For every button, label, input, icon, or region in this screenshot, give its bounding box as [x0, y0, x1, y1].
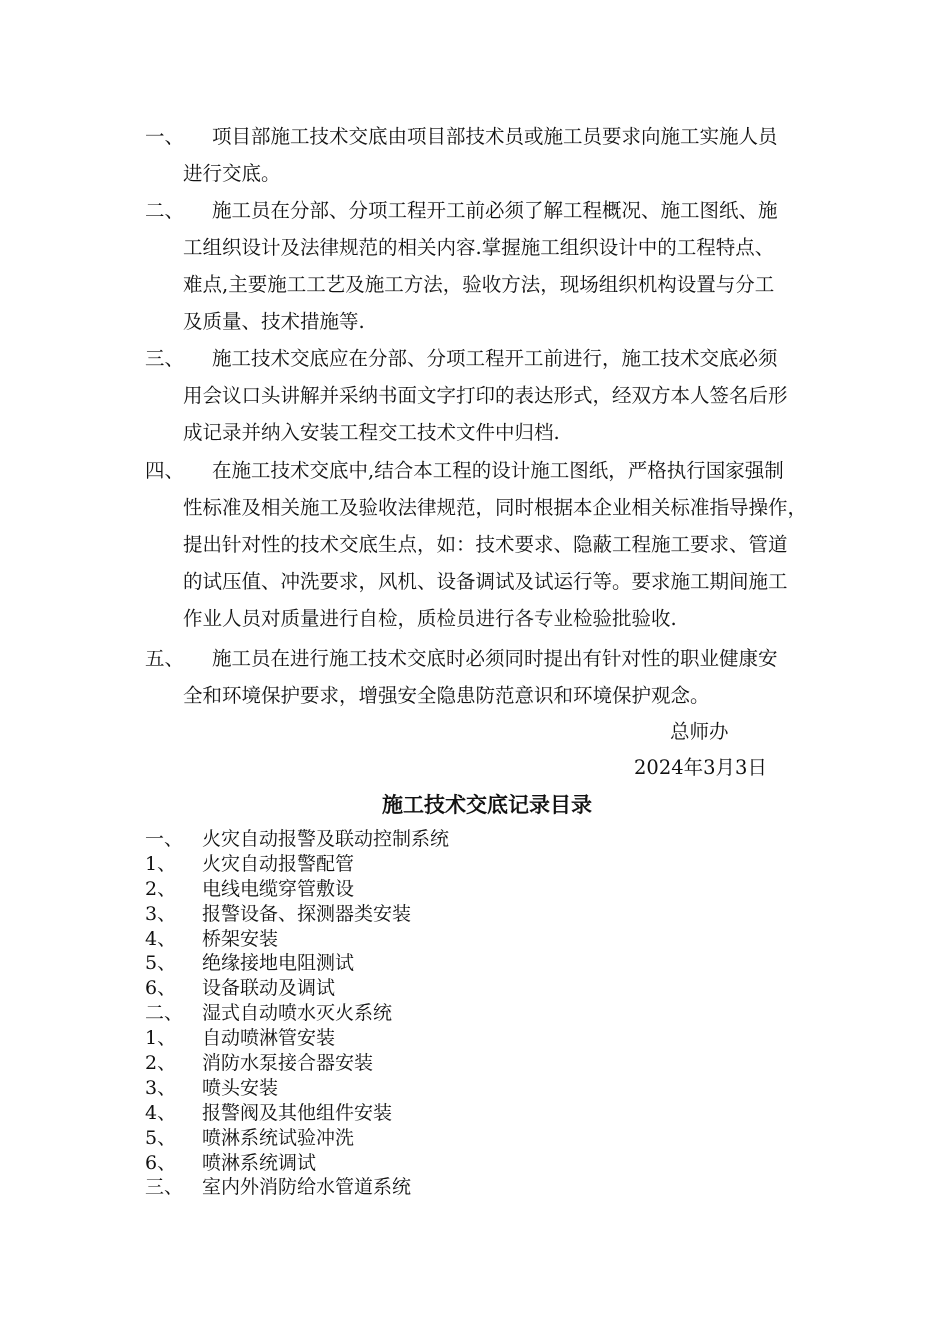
signature-date: 2024年3月3日	[634, 756, 767, 779]
paragraph-line: 全和环境保护要求，增强安全隐患防范意识和环境保护观念。	[183, 684, 710, 707]
toc-item-text: 火灾自动报警及联动控制系统	[202, 828, 450, 850]
toc-item-text: 室内外消防给水管道系统	[202, 1176, 412, 1199]
toc-item-number: 6、	[145, 1151, 177, 1174]
paragraph-line: 提出针对性的技术交底生点，如：技术要求、隐蔽工程施工要求、管道	[183, 533, 788, 556]
toc-item-text: 喷淋系统试验冲洗	[202, 1126, 355, 1149]
paragraph-number: 五、	[145, 647, 185, 670]
toc-item-number: 4、	[145, 927, 177, 950]
toc-title: 施工技术交底记录目录	[382, 793, 592, 817]
toc-item	[145, 1175, 845, 1200]
paragraph-text	[145, 340, 890, 451]
paragraph-3	[145, 340, 890, 451]
paragraph-2	[145, 192, 890, 340]
toc-item	[145, 827, 845, 852]
paragraph-number: 三、	[145, 347, 185, 370]
paragraph-line: 性标准及相关施工及验收法律规范，同时根据本企业相关标准指导操作，	[183, 496, 808, 519]
paragraph-text	[145, 192, 890, 340]
toc-item-number: 6、	[145, 977, 177, 1000]
toc-item-text: 绝缘接地电阻测试	[202, 952, 355, 975]
paragraph-line: 施工技术交底应在分部、分项工程开工前进行，施工技术交底必须	[212, 347, 778, 370]
toc-item-text: 消防水泵接合器安装	[202, 1052, 374, 1075]
toc-item	[145, 1076, 845, 1101]
toc-item-text: 报警设备、探测器类安装	[202, 902, 412, 925]
toc-item-text: 湿式自动喷水灭火系统	[202, 1002, 393, 1025]
paragraph-text	[145, 640, 890, 714]
toc-item-number: 1、	[145, 1027, 177, 1050]
paragraph-line: 施工员在分部、分项工程开工前必须了解工程概况、施工图纸、施	[212, 199, 778, 222]
toc-item-number: 3、	[145, 902, 177, 925]
toc-item-number: 二、	[145, 1002, 184, 1025]
toc-item-text: 报警阀及其他组件安装	[202, 1101, 393, 1124]
toc-item	[145, 1151, 845, 1176]
toc-item	[145, 877, 845, 902]
toc-item	[145, 1001, 845, 1026]
paragraph-4	[145, 452, 890, 637]
toc-item-text: 电线电缆穿管敷设	[202, 877, 355, 900]
paragraph-number: 一、	[145, 125, 185, 148]
paragraph-number: 四、	[145, 459, 185, 482]
paragraph-line: 作业人员对质量进行自检，质检员进行各专业检验批验收.	[183, 607, 677, 630]
toc-item	[145, 951, 845, 976]
toc-item	[145, 902, 845, 927]
paragraph-line: 及质量、技术措施等.	[183, 310, 365, 333]
toc-item-number: 一、	[145, 828, 184, 850]
paragraph-line: 的试压值、冲洗要求，风机、设备调试及试运行等。要求施工期间施工	[183, 570, 788, 593]
toc-item-text: 喷淋系统调试	[202, 1151, 317, 1174]
toc-item-number: 4、	[145, 1101, 177, 1124]
toc-item-number: 5、	[145, 952, 177, 975]
toc-item-text: 火灾自动报警配管	[202, 852, 355, 875]
signature-org: 总师办	[670, 720, 729, 743]
toc-item	[145, 1051, 845, 1076]
toc-item	[145, 1101, 845, 1126]
paragraph-line: 进行交底。	[183, 162, 281, 185]
toc-item-text: 设备联动及调试	[202, 977, 336, 1000]
paragraph-number: 二、	[145, 199, 185, 222]
toc-item	[145, 927, 845, 952]
paragraph-text	[145, 118, 890, 192]
paragraph-line: 用会议口头讲解并采纳书面文字打印的表达形式，经双方本人签名后形	[183, 384, 788, 407]
paragraph-text	[145, 452, 890, 637]
paragraph-line: 工组织设计及法律规范的相关内容.掌握施工组织设计中的工程特点、	[183, 236, 775, 259]
toc-item	[145, 852, 845, 877]
toc-item-number: 2、	[145, 1052, 177, 1075]
toc-item-text: 喷头安装	[202, 1076, 279, 1099]
toc-item-text: 自动喷淋管安装	[202, 1027, 336, 1050]
toc-item-number: 2、	[145, 877, 177, 900]
toc-item	[145, 976, 845, 1001]
paragraph-5	[145, 640, 890, 714]
toc-list	[145, 827, 845, 1200]
paragraph-line: 在施工技术交底中,结合本工程的设计施工图纸，严格执行国家强制	[212, 459, 784, 482]
paragraph-line: 项目部施工技术交底由项目部技术员或施工员要求向施工实施人员	[212, 125, 778, 148]
toc-item	[145, 1126, 845, 1151]
toc-item-number: 1、	[145, 852, 177, 875]
paragraph-1	[145, 118, 890, 192]
toc-item	[145, 1026, 845, 1051]
toc-item-number: 三、	[145, 1176, 184, 1199]
paragraph-line: 难点,主要施工工艺及施工方法，验收方法，现场组织机构设置与分工	[183, 273, 775, 296]
toc-item-number: 3、	[145, 1076, 177, 1099]
toc-item-text: 桥架安装	[202, 927, 279, 950]
toc-item-number: 5、	[145, 1126, 177, 1149]
paragraph-line: 成记录并纳入安装工程交工技术文件中归档.	[183, 421, 560, 444]
paragraph-line: 施工员在进行施工技术交底时必须同时提出有针对性的职业健康安	[212, 647, 778, 670]
